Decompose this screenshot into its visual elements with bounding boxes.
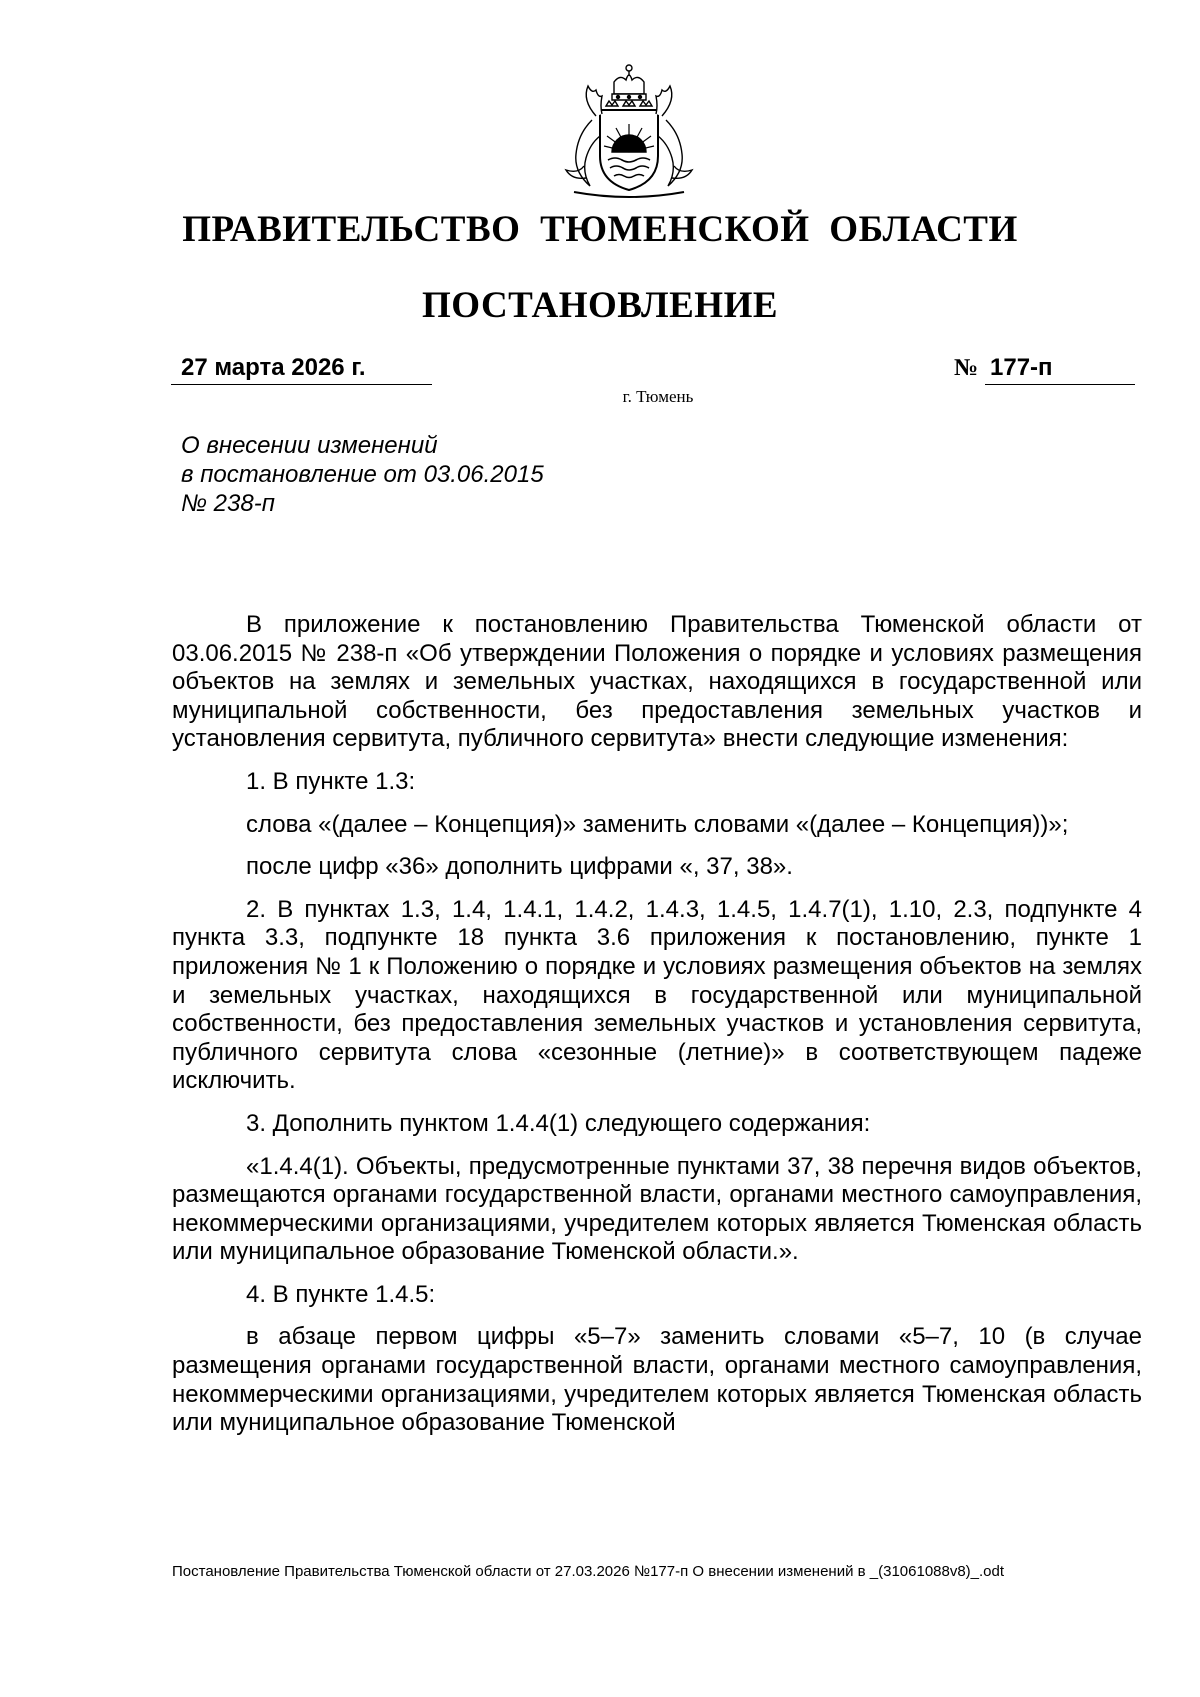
body-paragraph: в абзаце первом цифры «5–7» заменить словами «5–7, 10 (в случае размещения органами государственной власти, органами местного самоуправления, некоммерческими организациями, учредителем которых является Тюменская область или муниципальное образование Тюменской (172, 1323, 1142, 1437)
city-label: г. Тюмень (622, 387, 694, 406)
subject-line: в постановление от 03.06.2015 (181, 461, 544, 488)
body-paragraph: 2. В пунктах 1.3, 1.4, 1.4.1, 1.4.2, 1.4.3, 1.4.5, 1.4.7(1), 1.10, 2.3, подпункте 4 пункта 3.3, подпункте 18 пункта 3.6 приложения к постановлению, пункте 1 приложения № 1 к Положению о порядке и условиях размещения объектов на землях и земельных участках, находящихся в государственной или муниципальной собственности, без предоставления земельных участков и установления сервитута, публичного сервитута слова «сезонные (летние)» в соответствующем падеже исключить. (172, 895, 1142, 1095)
body-paragraph: после цифр «36» дополнить цифрами «, 37, 38». (246, 853, 793, 881)
body-paragraph: слова «(далее – Концепция)» заменить словами «(далее – Концепция))»; (246, 810, 1069, 838)
document-body (172, 611, 1142, 1438)
body-paragraph: В приложение к постановлению Правительства Тюменской области от 03.06.2015 № 238-п «Об утверждении Положения о порядке и условиях размещения объектов на землях и земельных участках, находящихся в государственной или муниципальной собственности, без предоставления земельных участков и установления сервитута, публичного сервитута» внести следующие изменения: (172, 611, 1142, 753)
footer-filename: Постановление Правительства Тюменской области от 27.03.2026 №177-п О внесении изменений в _(31061088v8)_.odt (172, 1563, 1005, 1580)
coat-of-arms-icon (556, 60, 702, 200)
document-type-title: ПОСТАНОВЛЕНИЕ (421, 285, 779, 326)
body-paragraph: 1. В пункте 1.3: (246, 767, 416, 795)
body-paragraph: 3. Дополнить пунктом 1.4.4(1) следующего содержания: (246, 1109, 871, 1137)
document-subject (181, 431, 741, 518)
subject-line: О внесении изменений (181, 432, 438, 459)
document-date: 27 марта 2026 г. (171, 351, 432, 385)
organization-title: ПРАВИТЕЛЬСТВО ТЮМЕНСКОЙ ОБЛАСТИ (182, 209, 1018, 250)
body-paragraph: «1.4.4(1). Объекты, предусмотренные пунктами 37, 38 перечня видов объектов, размещаются органами государственной власти, органами местного самоуправления, некоммерческими организациями, учредителем которых является Тюменская область или муниципальное образование Тюменской области.». (172, 1152, 1142, 1266)
body-paragraph: 4. В пункте 1.4.5: (246, 1280, 436, 1308)
subject-line: № 238-п (181, 490, 275, 517)
document-number: 177-п (985, 351, 1135, 385)
number-sign: № (954, 355, 979, 381)
